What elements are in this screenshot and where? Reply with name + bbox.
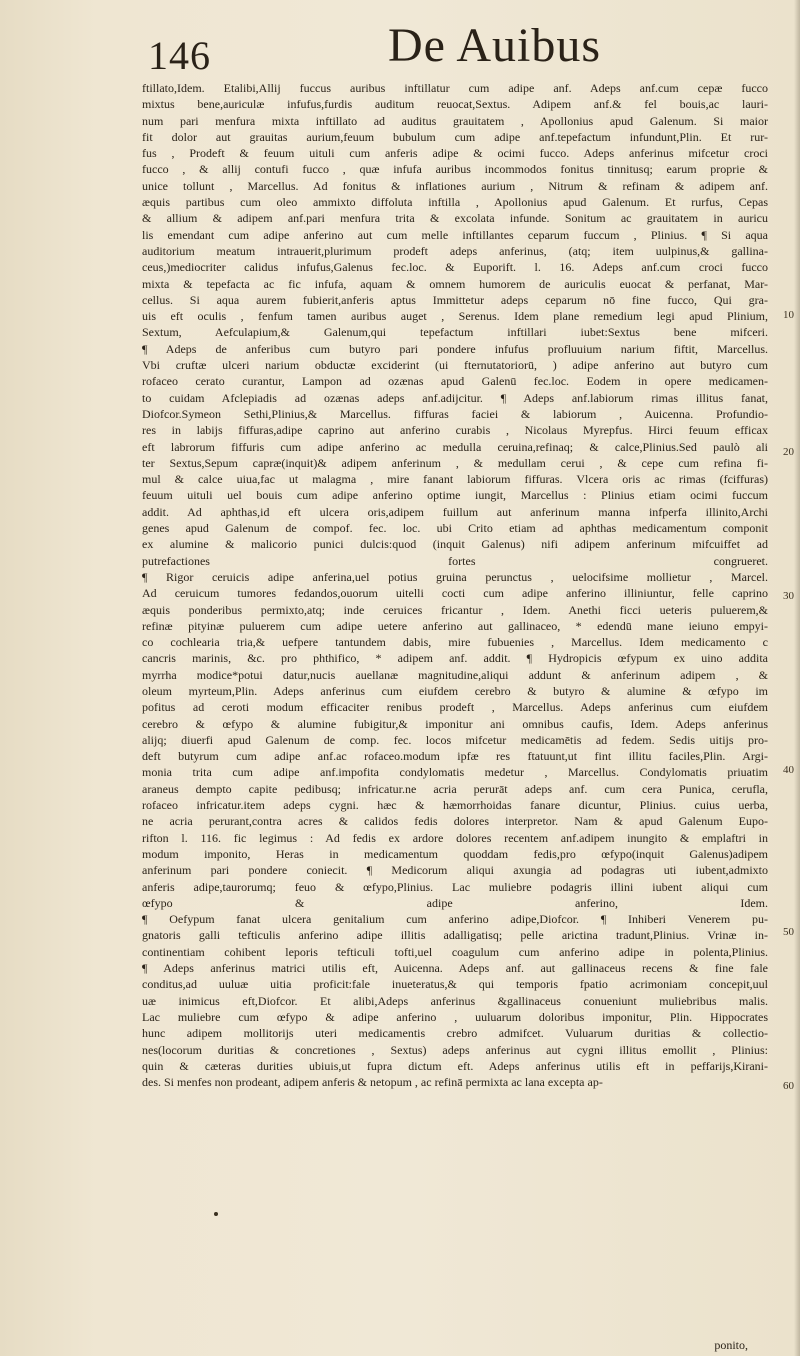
text-line: cerebro & œfypo & alumine fubigitur,& imponitur ani omnibus caufis, Idem. Adeps anferinus <box>142 716 768 731</box>
text-line: modum imponito, Heras in medicamentum quoddam fedis,pro œfypo(inquit Galenus)adipem <box>142 846 768 861</box>
text-line: uæ inimicus eft,Diofcor. Et alibi,Adeps anferinus &gallinaceus conueniunt muliebribus malis. <box>142 993 768 1008</box>
text-line: ex alumine & malicorio punici dulcis:quod (inquit Galenus) nifi adipem anferinum mifcuiffet ad <box>142 537 768 552</box>
margin-line-number: 60 <box>783 1080 794 1092</box>
text-line: Vbi cruftæ ulceri narium obductæ exciderint (ui fternutatoriorū, ) adipe anferino aut butyro cum <box>142 358 768 373</box>
margin-line-number: 30 <box>783 590 794 602</box>
catchword: ponito, <box>714 1338 748 1352</box>
text-line: putrefactiones fortes congrueret. <box>142 553 768 568</box>
text-line: lis emendant cum adipe anferino aut cum melle inftillantes ceparum fuccum , Plinius. ¶ Si aqua <box>142 227 768 242</box>
text-line: fit dolor aut grauitas aurium,feuum bubulum cum adipe anf.tepefactum infundunt,Plin. Et rur- <box>142 129 768 144</box>
text-line: deft butyrum cum adipe anf.ac rofaceo.modum ipfæ res ftatuunt,ut fint illitu faciles,Plin. Argi- <box>142 749 768 764</box>
text-line: anferis adipe,taurorumq; feuo & œfypo,Plinius. Lac muliebre podagris illini iubent aliqui cum <box>142 879 768 894</box>
text-line: ceus,)mediocriter calidus infufus,Galenus fec.loc. & Euporift. l. 16. Adeps anf.cum croci fucco <box>142 260 768 275</box>
text-line: continentiam cohibent leporis tefticuli tofti,uel coagulum cum anferino adipe in polenta,Plinius. <box>142 944 768 959</box>
margin-line-number: 50 <box>783 926 794 938</box>
margin-line-number: 40 <box>783 764 794 776</box>
text-line: myrrha modice*potui datur,nucis auellanæ magnitudine,aliqui addunt & anferinum adipem , & <box>142 667 768 682</box>
text-line: ¶ Rigor ceruicis adipe anferina,uel potius gruina perunctus , uelocifsime mollietur , Marcel. <box>142 569 768 584</box>
text-line: fucco , & allij contufi fucco , quæ infufa auribus incommodos fonitus tinnitusq; earum proprie & <box>142 162 768 177</box>
text-line: monia trita cum adipe anf.impofita condylomatis medetur , Marcellus. Condylomatis priuatim <box>142 765 768 780</box>
text-line: rifton l. 116. fic legimus : Ad fedis ex ardore dolores recentem anf.adipem inungito & emplaftri in <box>142 830 768 845</box>
text-line: oleum myrteum,Plin. Adeps anferinus cum eiufdem cerebro & butyro & alumine & œfypo im <box>142 683 768 698</box>
text-line: gnatoris galli tefticulis anferino adipe illitis adalligatisq; pelle arictina tradunt,Plinius. Vrinæ in- <box>142 928 768 943</box>
text-line: mixta & tepefacta ac fic infufa, aquam & omnem humorem de auriculis euocat & perfanat, Mar- <box>142 276 768 291</box>
text-line: cellus. Si aqua aurem fubierit,anferis aptus Immittetur adeps ceparum nō fine fucco, Qui gra- <box>142 292 768 307</box>
page-number: 146 <box>148 33 211 78</box>
text-line: num pari menfura mixta inftillato ad auditus grauitatem , Apollonius apud Galenum. Si maior <box>142 113 768 128</box>
text-line: æquis ponderibus permixto,atq; inde ceruices fricantur , Idem. Anethi ficci ueteris puluerem,& <box>142 602 768 617</box>
text-line: uis eft oculis , fenfum tamen auribus auget , Serenus. Idem plane remedium legi apud Plinium, <box>142 309 768 324</box>
text-line: mul & calce uiua,fac ut malagma , mire fanant labiorum fiffuras. Vlcera oris ac rimas (fciffuras) <box>142 472 768 487</box>
text-line: rofaceo infricatur.item adeps cygni. hæc & hæmorrhoidas fanare dicuntur, Plinius. cuius uerba, <box>142 798 768 813</box>
text-line: quin & cæteras durities ubiuis,ut fupra dictum eft. Adeps anferinus utilis eft in peffarijs,Kirani- <box>142 1058 768 1073</box>
text-line: ¶ Adeps de anferibus cum butyro pari pondere infufus profluuium narium fiftit, Marcellus. <box>142 341 768 356</box>
text-line: conditus,ad uuluæ uitia proficit:fale inueteratus,& qui temporis fpatio acrimoniam concepit,uul <box>142 977 768 992</box>
text-line: ¶ Adeps anferinus matrici utilis eft, Auicenna. Adeps anf. aut gallinaceus recens & fine fale <box>142 961 768 976</box>
page-edge-shadow <box>794 0 800 1356</box>
text-line: anferinum pari pondere coniecit. ¶ Medicorum aliqui axungia ad podagras uti iubent,admixto <box>142 863 768 878</box>
page-header <box>148 18 748 78</box>
text-line: des. Si menfes non prodeant, adipem anferis & netopum , ac refinā permixta ac lana excepta ap- <box>142 1075 603 1090</box>
text-line: rofaceo cerato curantur, Lampon ad ozænas apud Galenū fec.loc. Eodem in opere medicamen- <box>142 374 768 389</box>
text-line: ¶ Oefypum fanat ulcera genitalium cum anferino adipe,Diofcor. ¶ Inhiberi Venerem pu- <box>142 912 768 927</box>
text-line: res in labijs fiffuras,adipe caprino aut anferino curabis , Nicolaus Myrepfus. Hirci feuum efficax <box>142 423 768 438</box>
body-text <box>142 80 768 1090</box>
text-line: pofitus ad ceroti modum efficaciter renibus prodeft , Marcellus. Adeps anferinus cum eiufdem <box>142 700 768 715</box>
text-line: unice tollunt , Marcellus. Ad fonitus & inflationes aurium , Nitrum & refinam & adipem anf. <box>142 178 768 193</box>
text-line: eft labrorum fiffuris cum adipe anferino ac medulla ceruina,refinaq; & calce,Plinius.Sed paulò ali <box>142 439 768 454</box>
text-line: araneus dempto capite pedibusq; infricatur.ne acria perurāt adeps anf. cum cera Punica, cerufla, <box>142 781 768 796</box>
text-line: nes(locorum duritias & concretiones , Sextus) adeps anferinus aut cygni illitus emollit , Plinius: <box>142 1042 768 1057</box>
text-line: cancris marinis, &c. pro phthifico, * adipem anf. addit. ¶ Hydropicis œfypum ex uino addita <box>142 651 768 666</box>
margin-line-number: 20 <box>783 446 794 458</box>
text-line: ftillato,Idem. Etalibi,Allij fuccus auribus inftillatur cum adipe anf. Adeps anf.cum cepæ fucco <box>142 81 768 95</box>
text-line: æquis partibus cum oleo ammixto diffoluta inftilla , Apollonius apud Galenum. Et rurfus, Cepas <box>142 195 768 210</box>
text-line: alijq; diuerfi apud Galenum de comp. fec. locos mifcetur medicamētis ad fedem. Sedis uitijs pro- <box>142 732 768 747</box>
text-line: hunc adipem mollitorijs uteri medicamentis crebro admifcet. Vuluarum duritias & collectio- <box>142 1026 768 1041</box>
ink-spot <box>214 1212 218 1216</box>
text-line: ne acria perurant,contra acres & calidos fedis dolores interpretor. Nam & apud Galenum Eupo- <box>142 814 768 829</box>
text-line: addit. Ad aphthas,id eft ulcera oris,adipem fuillum aut anferinum manna infperfa illinito,Archi <box>142 504 768 519</box>
text-line: auditorium meatum intrauerit,plurimum prodeft adeps anferinus, (atq; item uulpinus,& gallina- <box>142 243 768 258</box>
text-line: Lac muliebre cum œfypo & adipe anferino , uuluarum doloribus imponitur, Plin. Hippocrates <box>142 1009 768 1024</box>
text-line: feuum uituli uel bouis cum adipe anferino optime iungit, Marcellus : Plinius etiam ocimi fuccum <box>142 488 768 503</box>
margin-line-number: 10 <box>783 309 794 321</box>
text-line: refinæ pityinæ puluerem cum adipe uetere anferino aut gallinaceo, * edendū mane ieiuno empyi- <box>142 618 768 633</box>
running-title: De Auibus <box>388 19 601 72</box>
text-line: genes apud Galenum de compof. fec. loc. ubi Crito etiam ad aphthas medicamentum componit <box>142 521 768 536</box>
text-line: & allium & adipem anf.pari menfura trita & excolata infunde. Sonitum ac grauitatem in auricu <box>142 211 768 226</box>
text-line: œfypo & adipe anferino, Idem. <box>142 895 768 910</box>
text-line: fus , Prodeft & feuum uituli cum anferis adipe & ocimi fucco. Adeps anferinus mifcetur croci <box>142 146 768 161</box>
text-line: Ad ceruicum tumores fedandos,ouorum uitelli cocti cum adipe anferino illiniuntur, felle caprino <box>142 586 768 601</box>
text-line: co cochlearia tria,& uefpere tantundem dabis, mire fubuenies , Marcellus. Idem medicamento c <box>142 635 768 650</box>
text-line: to cuidam Afclepiadis ad ozænas adeps anf.adijcitur. ¶ Adeps anf.labiorum rimas illitus fanat, <box>142 390 768 405</box>
text-line: Diofcor.Symeon Sethi,Plinius,& Marcellus. fiffuras faciei & labiorum , Auicenna. Profundio- <box>142 406 768 421</box>
text-line: mixtus bene,auriculæ infufus,furdis auditum reuocat,Sextus. Adipem anf.& fel bouis,ac lauri- <box>142 97 768 112</box>
text-line: Sextum, Aefculapium,& Galenum,qui tepefactum inftillari iubet:Sextus bene mifceri. <box>142 325 768 340</box>
text-line: ter Sextus,Sepum capræ(inquit)& adipem anferinum , & medullam cerui , & cepe cum refina fi- <box>142 455 768 470</box>
